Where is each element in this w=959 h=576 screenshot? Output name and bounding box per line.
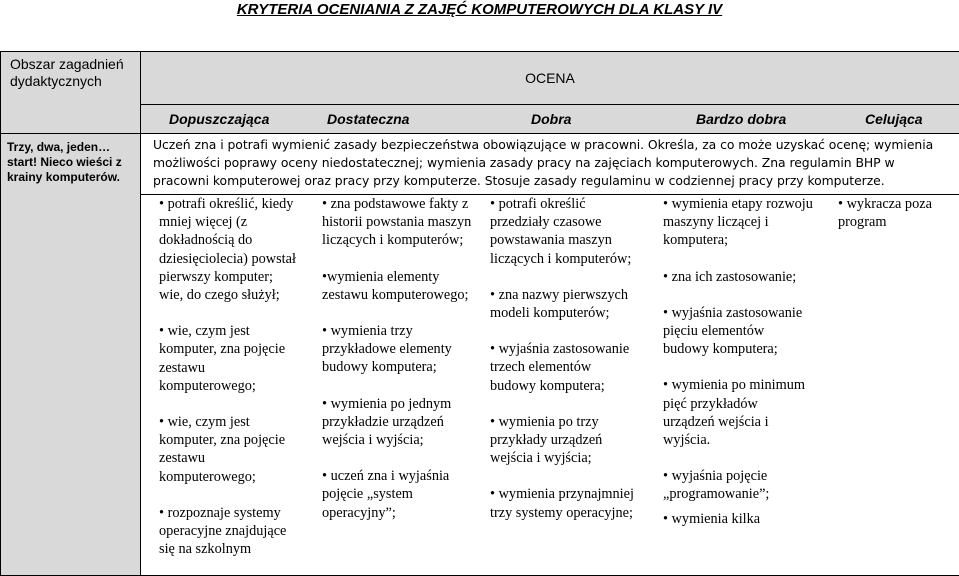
- list-item: • wymienia po jednym przykładzie urządzeń wejścia i wyjścia;: [322, 395, 452, 449]
- list-item-text: zna podstawowe fakty z historii powstania maszyn liczących i komputerów;: [322, 196, 472, 249]
- grade-dopuszczajaca: Dopuszczająca: [169, 111, 270, 127]
- ocena-header-label: OCENA: [525, 70, 575, 86]
- area-cell: [1, 134, 141, 576]
- columns-row: [1, 195, 959, 576]
- document-title: KRYTERIA OCENIANIA Z ZAJĘĆ KOMPUTEROWYCH DLA KLASY IV: [236, 1, 723, 18]
- list-item-text: wyjaśnia zastosowanie pięciu elementów budowy komputera;: [663, 304, 803, 358]
- header-row: [1, 52, 959, 105]
- list-item-text: wyjaśnia pojęcie „programowanie”;: [663, 468, 770, 503]
- column-celujaca: [838, 195, 958, 231]
- list-item: • rozpoznaje systemy operacyjne znajdujące się na szkolnym: [159, 504, 287, 558]
- list-item: • wyjaśnia zastosowanie trzech elementów budowy komputera;: [490, 341, 630, 394]
- list-item: • zna podstawowe fakty z historii powstania maszyn liczących i komputerów;: [322, 196, 472, 249]
- list-item: • wyjaśnia zastosowanie pięciu elementów budowy komputera;: [663, 304, 803, 358]
- list-item-text: zna nazwy pierwszych modeli komputerów;: [490, 286, 628, 322]
- list-item-text: wymienia elementy zestawu komputerowego;: [322, 268, 469, 303]
- ocena-header-cell: [141, 52, 959, 105]
- list-item-text: wymienia przynajmniej trzy systemy operacyjne;: [490, 486, 634, 521]
- list-item-text: wymienia trzy przykładowe elementy budowy komputera;: [322, 323, 452, 376]
- list-item: • zna nazwy pierwszych modeli komputerów;: [490, 286, 628, 322]
- list-item: • wymienia kilka: [663, 510, 761, 527]
- list-item: • wykracza poza program: [838, 196, 932, 231]
- list-item: • wymienia trzy przykładowe elementy budowy komputera;: [322, 323, 452, 376]
- list-item: • zna ich zastosowanie;: [663, 268, 797, 285]
- area-title-link: Trzy, dwa, jeden… start!: [7, 140, 111, 169]
- column-dopuszczajaca: [159, 195, 299, 558]
- list-item-text: rozpoznaje systemy operacyjne znajdujące się na szkolnym: [159, 504, 287, 558]
- list-item-text: zna ich zastosowanie;: [671, 268, 797, 285]
- list-item-text: wie, czym jest komputer, zna pojęcie zestawu komputerowego;: [159, 323, 286, 394]
- area-title-rest: Nieco wieści z krainy komputerów.: [7, 155, 122, 184]
- list-item: • wymienia po trzy przykłady urządzeń wejścia i wyjścia;: [490, 413, 603, 467]
- column-bardzo-dobra: [663, 195, 813, 528]
- grade-dobra: Dobra: [531, 111, 572, 127]
- column-dostateczna: [322, 195, 472, 522]
- list-item: • uczeń zna i wyjaśnia pojęcie „system operacyjny”;: [322, 468, 450, 521]
- grade-celujaca: Celująca: [865, 111, 923, 127]
- list-item-text: wymienia po trzy przykłady urządzeń wejścia i wyjścia;: [490, 413, 603, 467]
- list-item: • wymienia po minimum pięć przykładów urządzeń wejścia i wyjścia.: [663, 377, 806, 449]
- area-header-label: Obszar zagadnień dydaktycznych: [10, 56, 124, 89]
- list-item: • wymienia etapy rozwoju maszyny liczącej i komputera;: [663, 196, 813, 249]
- grade-bardzo-dobra: Bardzo dobra: [696, 111, 787, 127]
- list-item: • potrafi określić przedziały czasowe powstawania maszyn liczących i komputerów;: [490, 196, 632, 267]
- list-item: • wyjaśnia pojęcie „programowanie”;: [663, 468, 770, 503]
- columns-cell: [141, 195, 959, 576]
- grades-cell: [141, 105, 959, 134]
- list-item-text: potrafi określić, kiedy mniej więcej (z dokładnością do dziesięciolecia) powstał pierwszy komputer; wie, do czego służył;: [159, 196, 296, 304]
- column-dobra: [490, 195, 640, 522]
- list-item: • wymienia przynajmniej trzy systemy operacyjne;: [490, 486, 634, 521]
- list-item: •wymienia elementy zestawu komputerowego;: [322, 268, 469, 303]
- list-item-text: wymienia po minimum pięć przykładów urządzeń wejścia i wyjścia.: [663, 377, 806, 449]
- list-item-text: wymienia etapy rozwoju maszyny liczącej i komputera;: [663, 196, 813, 249]
- grade-row: [1, 105, 959, 134]
- list-item: • wie, czym jest komputer, zna pojęcie zestawu komputerowego;: [159, 323, 286, 394]
- list-item: • potrafi określić, kiedy mniej więcej (z dokładnością do dziesięciolecia) powstał pierwszy komputer; wie, do czego służył;: [159, 196, 296, 304]
- list-item-text: potrafi określić przedziały czasowe powstawania maszyn liczących i komputerów;: [490, 196, 632, 267]
- area-header-cell: [1, 52, 141, 134]
- list-item-text: wyjaśnia zastosowanie trzech elementów budowy komputera;: [490, 341, 630, 394]
- list-item-text: uczeń zna i wyjaśnia pojęcie „system operacyjny”;: [322, 468, 450, 521]
- general-requirement-cell: [141, 134, 959, 195]
- list-item-text: wymienia po jednym przykładzie urządzeń wejścia i wyjścia;: [322, 395, 452, 449]
- list-item: • wie, czym jest komputer, zna pojęcie zestawu komputerowego;: [159, 414, 286, 485]
- criteria-table: [0, 51, 959, 576]
- list-item-text: wie, czym jest komputer, zna pojęcie zestawu komputerowego;: [159, 414, 286, 485]
- content-row: [1, 134, 959, 195]
- list-item-text: wykracza poza program: [838, 196, 932, 231]
- list-item-text: wymienia kilka: [671, 510, 761, 527]
- general-requirement-text: Uczeń zna i potrafi wymienić zasady bezpieczeństwa obowiązujące w pracowni. Określa, za co może uzyskać ocenę; wymienia możliwości poprawy oceny niedostatecznej; wymienia zasady pracy na zajęciach komputerowych. Zna regulamin BHP w pracowni komputerowej oraz pracy przy komputerze. Stosuje zasady regulaminu w codziennej pracy przy komputerze.: [153, 137, 934, 188]
- grade-dostateczna: Dostateczna: [327, 111, 410, 127]
